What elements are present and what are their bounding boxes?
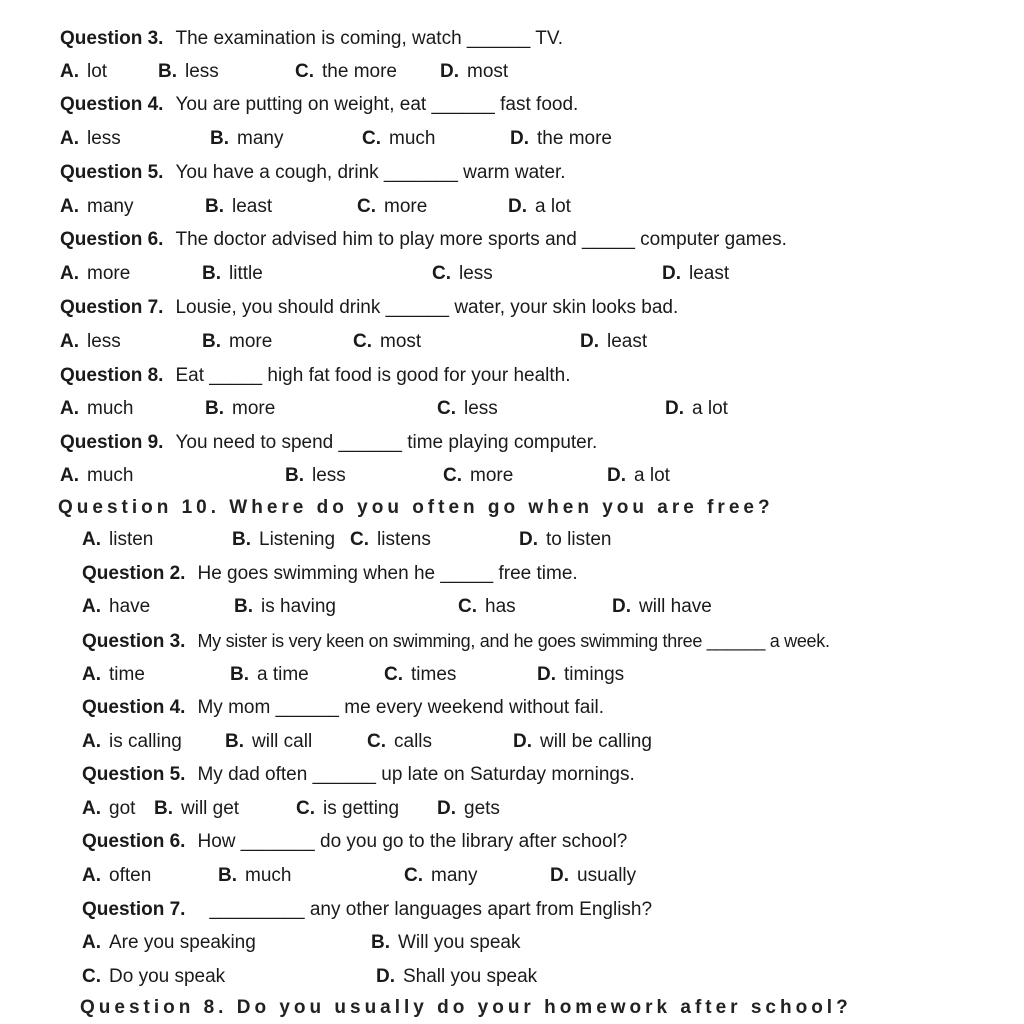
option-text: will call xyxy=(252,731,313,752)
question-number: Question 9. xyxy=(60,432,164,453)
option-text: many xyxy=(431,865,478,886)
question-row xyxy=(82,760,635,790)
option-letter: B. xyxy=(205,398,224,419)
question-text: The examination is coming, watch ______ TV. xyxy=(175,28,564,49)
option-letter: C. xyxy=(367,731,386,752)
option-letter: C. xyxy=(350,529,369,550)
question-row xyxy=(60,90,578,120)
option-letter: C. xyxy=(458,596,477,617)
option-letter: A. xyxy=(82,529,101,550)
option-letter: D. xyxy=(513,731,532,752)
option-letter: B. xyxy=(225,731,244,752)
option-letter: B. xyxy=(154,798,173,819)
option-letter: A. xyxy=(82,664,101,685)
option-d[interactable] xyxy=(510,124,612,154)
option-c[interactable] xyxy=(458,592,516,622)
option-letter: D. xyxy=(440,61,459,82)
question-text: You are putting on weight, eat ______ fast food. xyxy=(175,94,579,115)
option-text: less xyxy=(87,128,121,149)
question-number: Question 3. xyxy=(60,28,164,49)
question-text: My sister is very keen on swimming, and he goes swimming three ______ a week. xyxy=(197,631,830,651)
option-letter: A. xyxy=(60,398,79,419)
options-row xyxy=(82,660,1012,690)
question-number: Question 5. xyxy=(60,162,164,183)
option-text: Are you speaking xyxy=(109,932,256,953)
question-row xyxy=(60,361,571,391)
option-text: least xyxy=(607,331,648,352)
question-number: Question 8. xyxy=(60,365,164,386)
question-text: He goes swimming when he _____ free time. xyxy=(197,563,578,584)
option-b[interactable] xyxy=(202,327,272,357)
option-b[interactable] xyxy=(158,57,219,87)
exercise-section-2 xyxy=(0,510,1024,1024)
option-text: the more xyxy=(537,128,612,149)
option-letter: D. xyxy=(437,798,456,819)
option-text: less xyxy=(185,61,219,82)
option-text: Shall you speak xyxy=(403,966,538,987)
option-text: many xyxy=(237,128,284,149)
option-letter: C. xyxy=(437,398,456,419)
option-letter: C. xyxy=(82,966,101,987)
clipped-text: Question 8. Do you usually do your homework after school? xyxy=(80,997,852,1018)
option-letter: B. xyxy=(210,128,229,149)
option-letter: A. xyxy=(60,263,79,284)
option-a[interactable] xyxy=(60,192,133,222)
option-text: less xyxy=(312,465,346,486)
option-letter: A. xyxy=(60,331,79,352)
option-text: usually xyxy=(577,865,637,886)
option-letter: B. xyxy=(218,865,237,886)
option-text: has xyxy=(485,596,516,617)
option-letter: D. xyxy=(580,331,599,352)
option-letter: D. xyxy=(612,596,631,617)
question-row xyxy=(60,225,787,255)
option-b[interactable] xyxy=(234,592,336,622)
option-text: got xyxy=(109,798,136,819)
option-c[interactable] xyxy=(443,461,513,491)
option-c[interactable] xyxy=(384,660,456,690)
option-letter: A. xyxy=(82,596,101,617)
option-b[interactable] xyxy=(285,461,346,491)
option-letter: A. xyxy=(82,865,101,886)
option-a[interactable] xyxy=(82,861,151,891)
option-c[interactable] xyxy=(367,727,432,757)
question-number: Question 4. xyxy=(82,697,186,718)
option-text: listen xyxy=(109,529,154,550)
option-text: will be calling xyxy=(540,731,652,752)
option-letter: A. xyxy=(82,731,101,752)
option-letter: C. xyxy=(295,61,314,82)
option-text: a lot xyxy=(692,398,728,419)
option-a[interactable] xyxy=(60,57,107,87)
clipped-text: Question 10. Where do you often go when you are free? xyxy=(58,497,774,518)
option-text: less xyxy=(464,398,498,419)
option-letter: C. xyxy=(357,196,376,217)
question-row xyxy=(82,827,627,857)
option-d[interactable] xyxy=(508,192,571,222)
option-text: often xyxy=(109,865,152,886)
option-text: a lot xyxy=(634,465,670,486)
option-d[interactable] xyxy=(607,461,670,491)
option-letter: C. xyxy=(443,465,462,486)
question-number: Question 7. xyxy=(60,297,164,318)
option-c[interactable] xyxy=(296,794,399,824)
option-a[interactable] xyxy=(60,461,133,491)
option-text: a lot xyxy=(535,196,571,217)
option-letter: D. xyxy=(665,398,684,419)
option-text: more xyxy=(384,196,428,217)
option-letter: B. xyxy=(202,263,221,284)
option-b[interactable] xyxy=(154,794,239,824)
option-letter: B. xyxy=(371,932,390,953)
question-text: My dad often ______ up late on Saturday mornings. xyxy=(197,764,635,785)
option-letter: C. xyxy=(432,263,451,284)
option-letter: B. xyxy=(205,196,224,217)
option-b[interactable] xyxy=(371,928,521,958)
option-letter: A. xyxy=(60,128,79,149)
option-text: most xyxy=(380,331,422,352)
option-text: is getting xyxy=(323,798,400,819)
option-a[interactable] xyxy=(60,394,133,424)
option-text: times xyxy=(411,664,457,685)
option-text: calls xyxy=(394,731,433,752)
options-row xyxy=(82,592,1012,622)
option-a[interactable] xyxy=(82,592,150,622)
option-text: Will you speak xyxy=(398,932,521,953)
option-text: least xyxy=(232,196,273,217)
question-text: _________ any other languages apart from English? xyxy=(209,899,653,920)
option-text: to listen xyxy=(546,529,612,550)
option-text: most xyxy=(467,61,509,82)
option-letter: D. xyxy=(376,966,395,987)
option-a[interactable] xyxy=(82,660,145,690)
option-letter: A. xyxy=(82,798,101,819)
options-row xyxy=(60,192,1010,222)
option-text: less xyxy=(459,263,493,284)
question-row xyxy=(60,158,566,188)
option-b[interactable] xyxy=(205,192,272,222)
option-a[interactable] xyxy=(82,794,135,824)
option-letter: A. xyxy=(82,932,101,953)
option-text: will have xyxy=(639,596,712,617)
option-b[interactable] xyxy=(230,660,309,690)
option-a[interactable] xyxy=(60,327,121,357)
option-text: little xyxy=(229,263,263,284)
option-c[interactable] xyxy=(437,394,498,424)
question-text: How _______ do you go to the library after school? xyxy=(197,831,628,852)
option-d[interactable] xyxy=(550,861,636,891)
question-text: Lousie, you should drink ______ water, your skin looks bad. xyxy=(175,297,679,318)
option-text: a time xyxy=(257,664,309,685)
option-letter: A. xyxy=(60,196,79,217)
option-text: more xyxy=(470,465,514,486)
option-text: more xyxy=(229,331,273,352)
option-text: Listening xyxy=(259,529,336,550)
option-c[interactable] xyxy=(353,327,421,357)
option-c[interactable] xyxy=(432,259,493,289)
option-text: listens xyxy=(377,529,431,550)
option-text: more xyxy=(87,263,131,284)
option-text: many xyxy=(87,196,134,217)
option-text: much xyxy=(87,465,134,486)
option-c[interactable] xyxy=(350,525,431,555)
option-b[interactable] xyxy=(225,727,312,757)
option-text: is calling xyxy=(109,731,182,752)
option-text: much xyxy=(389,128,436,149)
option-text: more xyxy=(232,398,276,419)
option-letter: B. xyxy=(285,465,304,486)
question-number: Question 6. xyxy=(82,831,186,852)
options-row xyxy=(60,461,1010,491)
options-row xyxy=(82,727,1012,757)
option-a[interactable] xyxy=(60,124,121,154)
option-text: have xyxy=(109,596,151,617)
option-d[interactable] xyxy=(537,660,624,690)
option-c[interactable] xyxy=(295,57,397,87)
option-d[interactable] xyxy=(580,327,647,357)
question-text: You have a cough, drink _______ warm water. xyxy=(175,162,566,183)
option-text: lot xyxy=(87,61,108,82)
options-row xyxy=(82,962,1012,992)
option-letter: D. xyxy=(662,263,681,284)
option-text: timings xyxy=(564,664,625,685)
question-number: Question 3. xyxy=(82,631,186,652)
question-text: You need to spend ______ time playing computer. xyxy=(175,432,598,453)
clipped-question-line xyxy=(80,995,970,1018)
option-b[interactable] xyxy=(210,124,283,154)
option-b[interactable] xyxy=(218,861,291,891)
option-text: much xyxy=(245,865,292,886)
option-d[interactable] xyxy=(612,592,712,622)
option-d[interactable] xyxy=(665,394,728,424)
option-a[interactable] xyxy=(60,259,130,289)
option-letter: B. xyxy=(234,596,253,617)
question-text: The doctor advised him to play more sports and _____ computer games. xyxy=(175,229,787,250)
option-letter: D. xyxy=(607,465,626,486)
question-row xyxy=(82,693,604,723)
question-row xyxy=(60,428,597,458)
options-row xyxy=(82,861,1012,891)
option-d[interactable] xyxy=(519,525,611,555)
option-letter: D. xyxy=(508,196,527,217)
clipped-question-line xyxy=(58,491,948,518)
question-number: Question 4. xyxy=(60,94,164,115)
option-b[interactable] xyxy=(202,259,263,289)
option-c[interactable] xyxy=(362,124,435,154)
option-c[interactable] xyxy=(404,861,477,891)
question-row xyxy=(82,895,652,925)
option-text: gets xyxy=(464,798,500,819)
option-b[interactable] xyxy=(232,525,335,555)
question-number: Question 7. xyxy=(82,899,186,920)
option-text: is having xyxy=(261,596,336,617)
option-b[interactable] xyxy=(205,394,275,424)
option-letter: B. xyxy=(230,664,249,685)
option-letter: C. xyxy=(384,664,403,685)
question-number: Question 6. xyxy=(60,229,164,250)
option-text: time xyxy=(109,664,145,685)
option-d[interactable] xyxy=(376,962,537,992)
question-number: Question 2. xyxy=(82,563,186,584)
question-row xyxy=(82,626,830,656)
options-row xyxy=(60,124,1010,154)
question-row xyxy=(82,559,578,589)
option-letter: B. xyxy=(202,331,221,352)
option-letter: A. xyxy=(60,61,79,82)
option-letter: C. xyxy=(362,128,381,149)
option-c[interactable] xyxy=(357,192,427,222)
question-row xyxy=(60,24,563,54)
option-letter: D. xyxy=(519,529,538,550)
option-text: Do you speak xyxy=(109,966,226,987)
options-row xyxy=(82,525,1012,555)
option-letter: B. xyxy=(232,529,251,550)
option-a[interactable] xyxy=(82,727,182,757)
question-text: Eat _____ high fat food is good for your health. xyxy=(175,365,571,386)
options-row xyxy=(60,259,1010,289)
option-a[interactable] xyxy=(82,928,256,958)
option-a[interactable] xyxy=(82,525,153,555)
option-text: much xyxy=(87,398,134,419)
option-c[interactable] xyxy=(82,962,225,992)
option-text: least xyxy=(689,263,730,284)
option-letter: C. xyxy=(353,331,372,352)
option-letter: D. xyxy=(510,128,529,149)
question-number: Question 5. xyxy=(82,764,186,785)
option-d[interactable] xyxy=(662,259,729,289)
option-d[interactable] xyxy=(513,727,652,757)
options-row xyxy=(60,327,1010,357)
option-letter: C. xyxy=(296,798,315,819)
option-letter: C. xyxy=(404,865,423,886)
options-row xyxy=(82,794,1012,824)
option-letter: D. xyxy=(537,664,556,685)
question-row xyxy=(60,293,678,323)
options-row xyxy=(82,928,1012,958)
options-row xyxy=(60,394,1010,424)
option-letter: B. xyxy=(158,61,177,82)
option-text: will get xyxy=(181,798,240,819)
option-letter: D. xyxy=(550,865,569,886)
option-letter: A. xyxy=(60,465,79,486)
question-text: My mom ______ me every weekend without fail. xyxy=(197,697,605,718)
option-d[interactable] xyxy=(437,794,500,824)
option-text: less xyxy=(87,331,121,352)
option-d[interactable] xyxy=(440,57,508,87)
option-text: the more xyxy=(322,61,397,82)
options-row xyxy=(60,57,1010,87)
